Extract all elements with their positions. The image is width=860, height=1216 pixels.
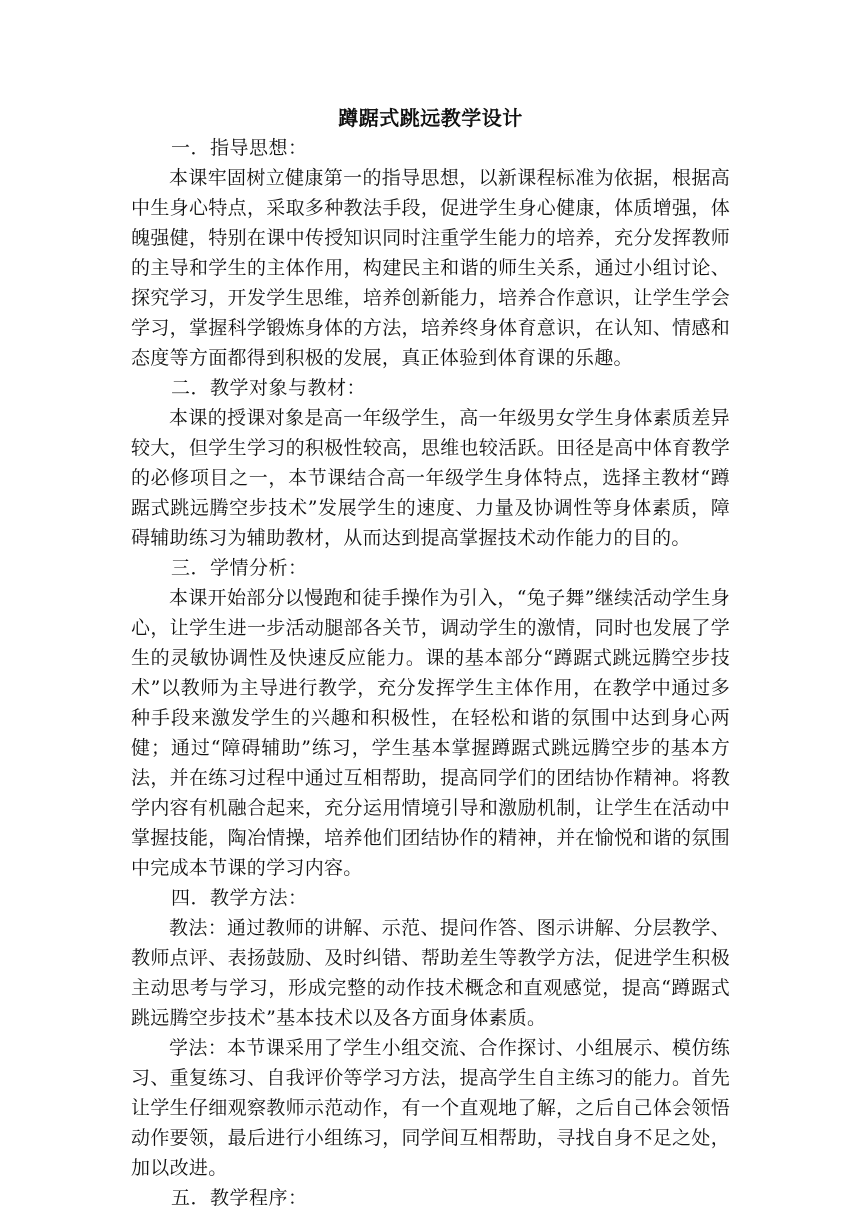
section-heading: 一．指导思想： [171,137,308,159]
section-heading: 四．教学方法： [171,887,308,909]
section-teaching-methods [131,883,730,1183]
section-paragraph: 本课开始部分以慢跑和徒手操作为引入，“兔子舞”继续活动学生身心，让学生进一步活动腿部各关节，调动学生的激情，同时也发展了学生的灵敏协调性及快速反应能力。课的基本部分“蹲踞式跳远腾空步技术”以教师为主导进行教学，充分发挥学生主体作用，在教学中通过多种手段来激发学生的兴趣和积极性，在轻松和谐的氛围中达到身心两健；通过“障碍辅助”练习，学生基本掌握蹲踞式跳远腾空步的基本方法，并在练习过程中通过互相帮助，提高同学们的团结协作精神。将教学内容有机融合起来，充分运用情境引导和激励机制，让学生在活动中掌握技能，陶冶情操，培养他们团结协作的精神，并在愉悦和谐的氛围中完成本节课的学习内容。 [131,587,730,879]
section-teaching-procedure [131,1183,730,1213]
section-guiding-ideology [131,133,730,373]
document-body [131,103,730,1213]
section-heading: 二．教学对象与教材： [171,377,367,399]
section-paragraph: 本课牢固树立健康第一的指导思想，以新课程标准为依据，根据高中生身心特点，采取多种教法手段，促进学生身心健康，体质增强，体魄强健，特别在课中传授知识同时注重学生能力的培养，充分发挥教师的主导和学生的主体作用，构建民主和谐的师生关系，通过小组讨论、探究学习，开发学生思维，培养创新能力，培养合作意识，让学生学会学习，掌握科学锻炼身体的方法，培养终身体育意识，在认知、情感和态度等方面都得到积极的发展，真正体验到体育课的乐趣。 [131,167,730,369]
section-heading: 三．学情分析： [171,557,308,579]
section-paragraph: 教法：通过教师的讲解、示范、提问作答、图示讲解、分层教学、教师点评、表扬鼓励、及时纠错、帮助差生等教学方法，促进学生积极主动思考与学习，形成完整的动作技术概念和直观感觉，提高“蹲踞式跳远腾空步技术”基本技术以及各方面身体素质。 [131,917,730,1029]
document-title: 蹲踞式跳远教学设计 [338,106,523,130]
section-teaching-object [131,373,730,553]
section-learner-analysis [131,553,730,883]
section-heading: 五．教学程序： [171,1187,308,1209]
section-paragraph: 本课的授课对象是高一年级学生，高一年级男女学生身体素质差异较大，但学生学习的积极性较高，思维也较活跃。田径是高中体育教学的必修项目之一，本节课结合高一年级学生身体特点，选择主教材“蹲踞式跳远腾空步技术”发展学生的速度、力量及协调性等身体素质，障碍辅助练习为辅助教材，从而达到提高掌握技术动作能力的目的。 [131,407,730,549]
section-paragraph: 学法：本节课采用了学生小组交流、合作探讨、小组展示、模仿练习、重复练习、自我评价等学习方法，提高学生自主练习的能力。首先让学生仔细观察教师示范动作，有一个直观地了解，之后自己体会领悟动作要领，最后进行小组练习，同学间互相帮助，寻找自身不足之处，加以改进。 [131,1037,730,1179]
